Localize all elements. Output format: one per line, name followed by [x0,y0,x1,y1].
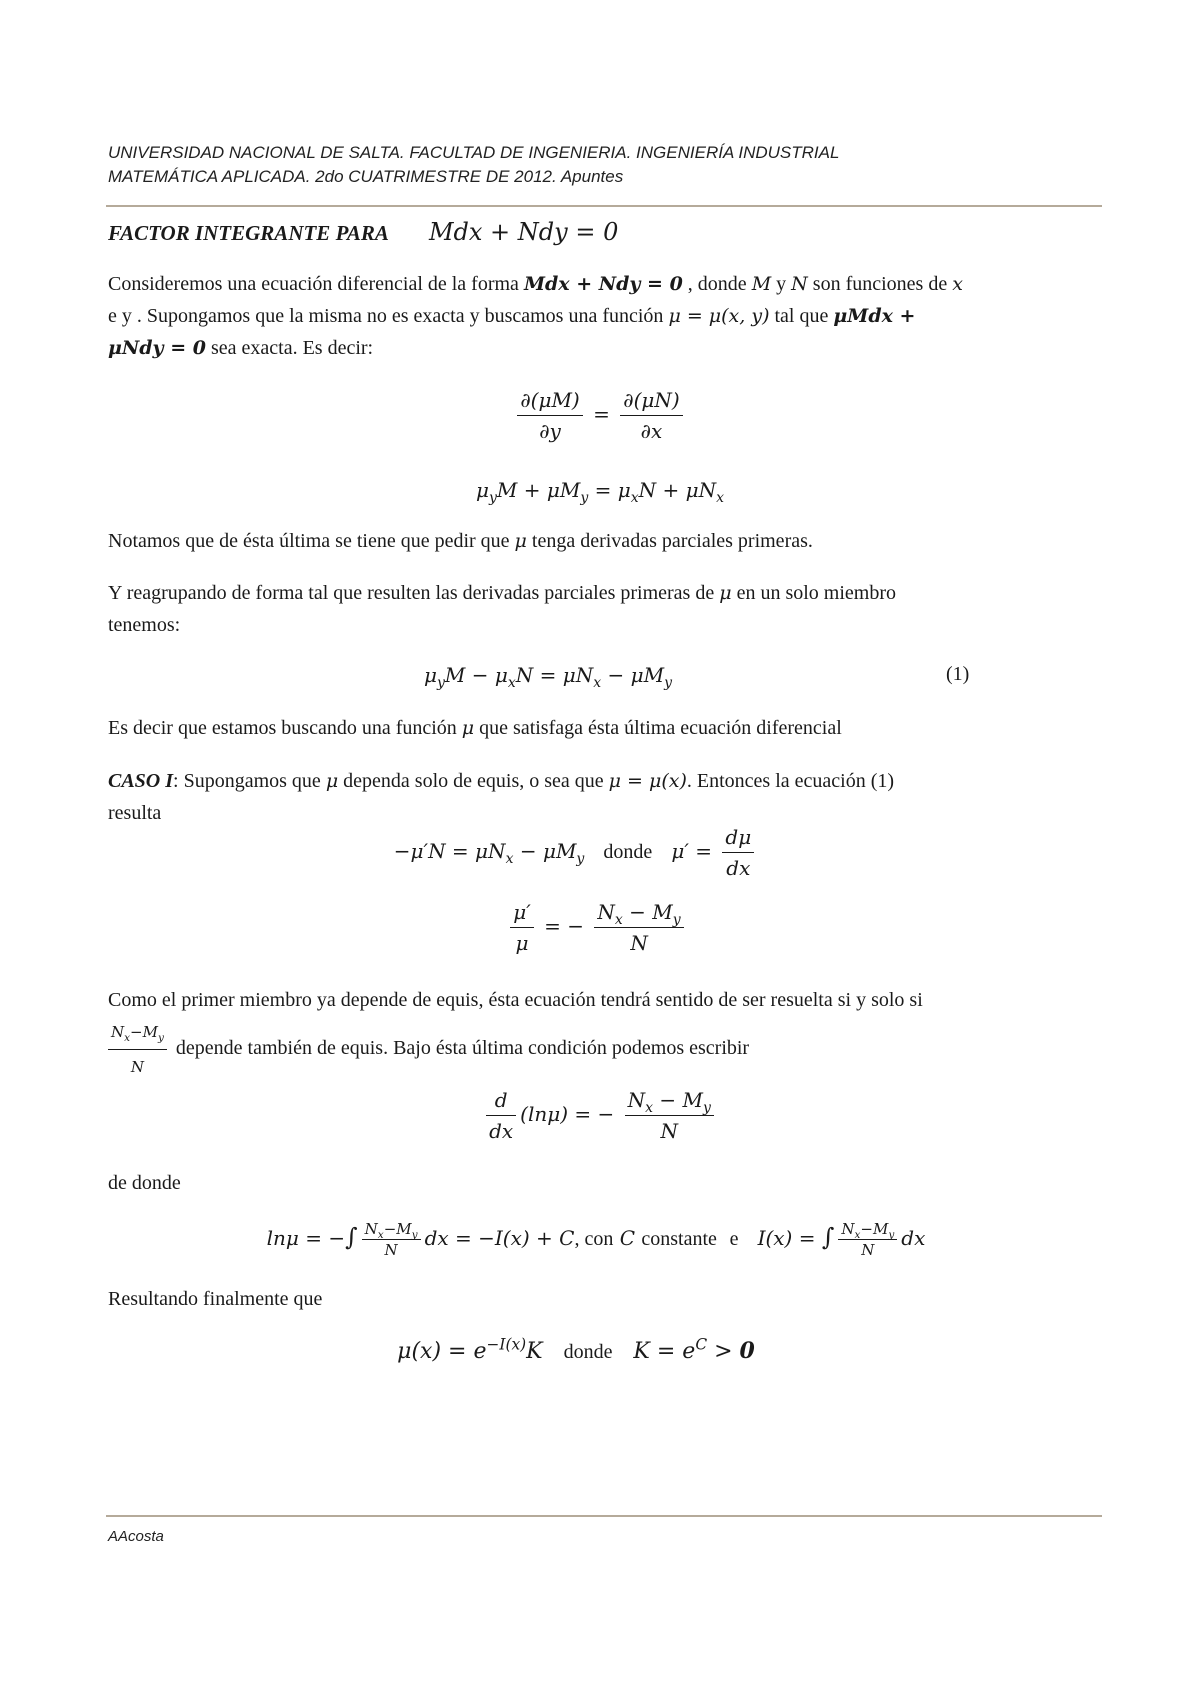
expanded-equation: $\mu_yM + \mu M_y = \mu_xN + \mu N_x$ [475,478,725,506]
section-title [108,218,618,246]
header-divider [106,205,1102,207]
condition-paragraph: Como el primer miembro ya depende de equis, ésta ecuación tendrá sentido de ser resuelta si y solo si $\frac{N_x-M_y}{N}$ depende también de equis. Bajo ésta última condición podemos escribir [108,989,923,1076]
footer-divider [106,1515,1102,1517]
from-which-text: de donde [108,1172,181,1194]
exactness-equation: $\frac{\partial(\mu M)}{\partial y}$ = $\frac{\partial(\mu N)}{\partial x}$ [0,388,1200,443]
case-1-label: CASO I [108,770,174,792]
log-derivative-equation: $\frac{d}{dx}$ (lnμ) = − $\frac{N_x - M_y}{N}$ [0,1088,1200,1143]
header-line-2: MATEMÁTICA APLICADA. 2do CUATRIMESTRE DE 2012. Apuntes [108,167,624,186]
case-1-ratio-equation: $\frac{\mu'}{\mu}$ = − $\frac{N_x - M_y}{N}$ [0,900,1197,955]
intro-paragraph: Consideremos una ecuación diferencial de la forma Mdx + Ndy = 0 , donde M y N son funciones de x e y . Supongamos que la misma no es exacta y buscamos una función μ = μ(x, y) tal que μMdx + μNdy = 0 sea exacta. Es decir: [108,273,963,359]
equation-number: (1) [946,663,970,685]
result-paragraph: Resultando finalmente que [108,1288,323,1310]
partial-derivatives-note: Notamos que de ésta última se tiene que pedir que μ tenga derivadas parciales primeras. [108,530,813,552]
section-title-equation: Mdx + Ndy = 0 [428,218,619,246]
header-line-1: UNIVERSIDAD NACIONAL DE SALTA. FACULTAD DE INGENIERIA. INGENIERÍA INDUSTRIAL [108,143,840,162]
equation-1: $\mu_yM - \mu_xN = \mu N_x - \mu M_y$ [423,663,673,691]
regroup-paragraph: Y reagrupando de forma tal que resulten las derivadas parciales primeras de μ en un solo miembro tenemos: [108,582,897,636]
section-title-text: FACTOR INTEGRANTE PARA [108,221,388,245]
page-footer: AAcosta [108,1528,164,1545]
integral-equation: lnμ = −∫ $\frac{N_x-M_y}{N}$ dx = −I(x) + C, con C constante e I(x) = ∫ $\frac{N_x-M_y}{N}$ dx [266,1220,926,1259]
search-paragraph: Es decir que estamos buscando una función μ que satisfaga ésta última ecuación diferencial [108,717,842,739]
case-1-equation: $-\mu'N = \mu N_x - \mu M_y$ donde μ′ = $\frac{d\mu}{dx}$ [0,825,1176,880]
final-equation: $\mu(x) = e^{-I(x)}K$ donde $K = e^C > 0$ [397,1335,755,1364]
case-1-paragraph: CASO I: Supongamos que μ dependa solo de equis, o sea que μ = μ(x). Entonces la ecuación (1) resulta [108,770,895,824]
page-header [108,141,1108,189]
